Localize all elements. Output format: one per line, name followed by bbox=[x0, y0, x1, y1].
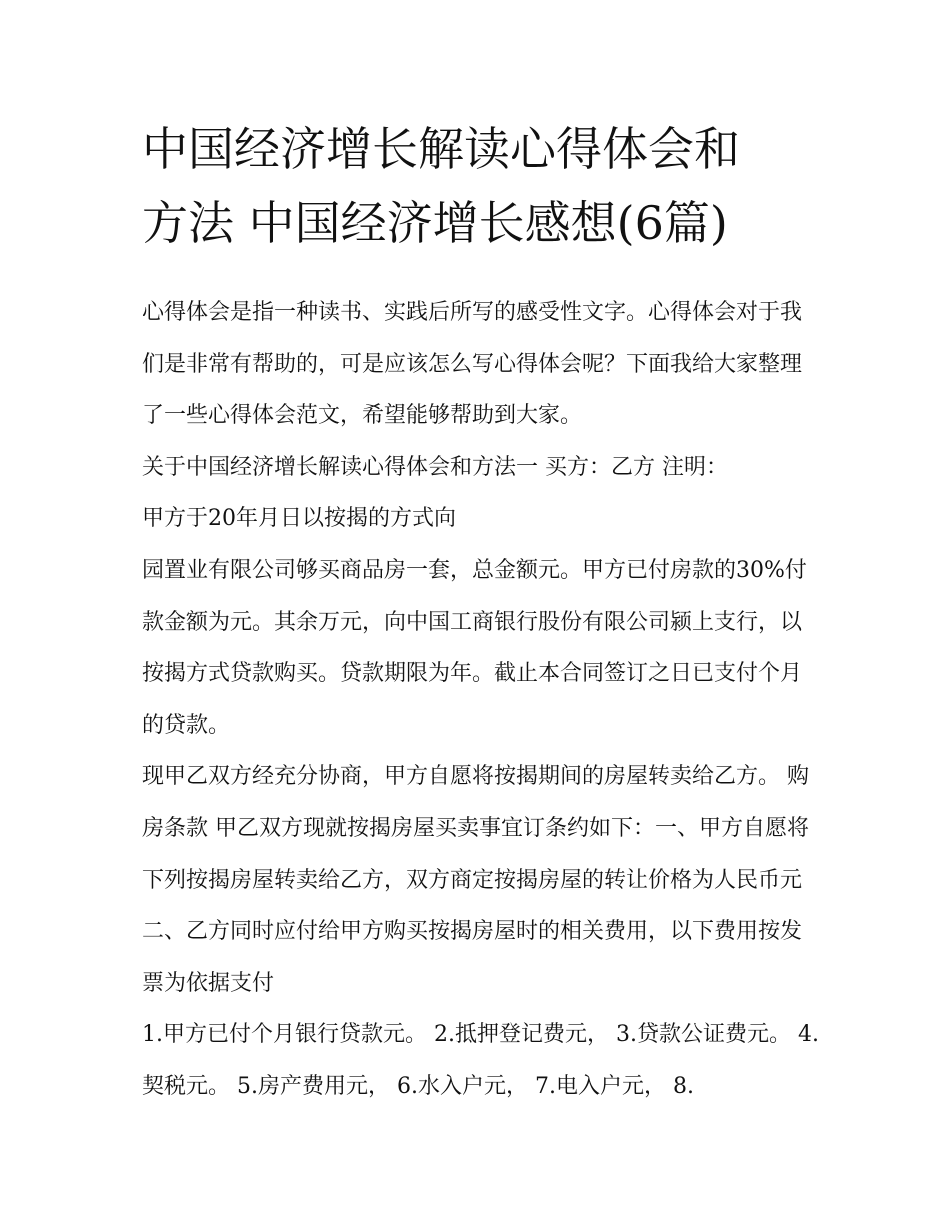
document-title bbox=[142, 112, 822, 260]
paragraph-party-a: 甲方于20年月日以按揭的方式向 bbox=[142, 506, 456, 532]
paragraph-intro: 心得体会是指一种读书、实践后所写的感受性文字。心得体会对于我们是非常有帮助的，可是应该怎么写心得体会呢？下面我给大家整理了一些心得体会范文，希望能够帮助到大家。 bbox=[142, 300, 803, 429]
paragraph-purchase: 园置业有限公司够买商品房一套，总金额元。甲方已付房款的30%付款金额为元。其余万元，向中国工商银行股份有限公司颍上支行，以按揭方式贷款购买。贷款期限为年。截止本合同签订之日已支付个月的贷款。 bbox=[142, 557, 807, 738]
paragraph-terms: 现甲乙双方经充分协商，甲方自愿将按揭期间的房屋转卖给乙方。 购房条款 甲乙双方现就按揭房屋买卖事宜订条约如下：一、甲方自愿将下列按揭房屋转卖给乙方，双方商定按揭房屋的转让价格为人民币元 二、乙方同时应付给甲方购买按揭房屋时的相关费用，以下费用按发票为依据支付 bbox=[142, 764, 809, 996]
paragraph-fees: 1.甲方已付个月银行贷款元。 2.抵押登记费元， 3.贷款公证费元。 4.契税元。 5.房产费用元， 6.水入户元， 7.电入户元， 8. bbox=[142, 1022, 819, 1099]
title-line-2: 方法 中国经济增长感想(6篇) bbox=[142, 196, 728, 250]
title-line-1: 中国经济增长解读心得体会和 bbox=[142, 122, 740, 176]
document-page bbox=[142, 112, 822, 1113]
document-body bbox=[142, 287, 822, 1113]
paragraph-section-heading: 关于中国经济增长解读心得体会和方法一 买方：乙方 注明： bbox=[142, 454, 728, 480]
